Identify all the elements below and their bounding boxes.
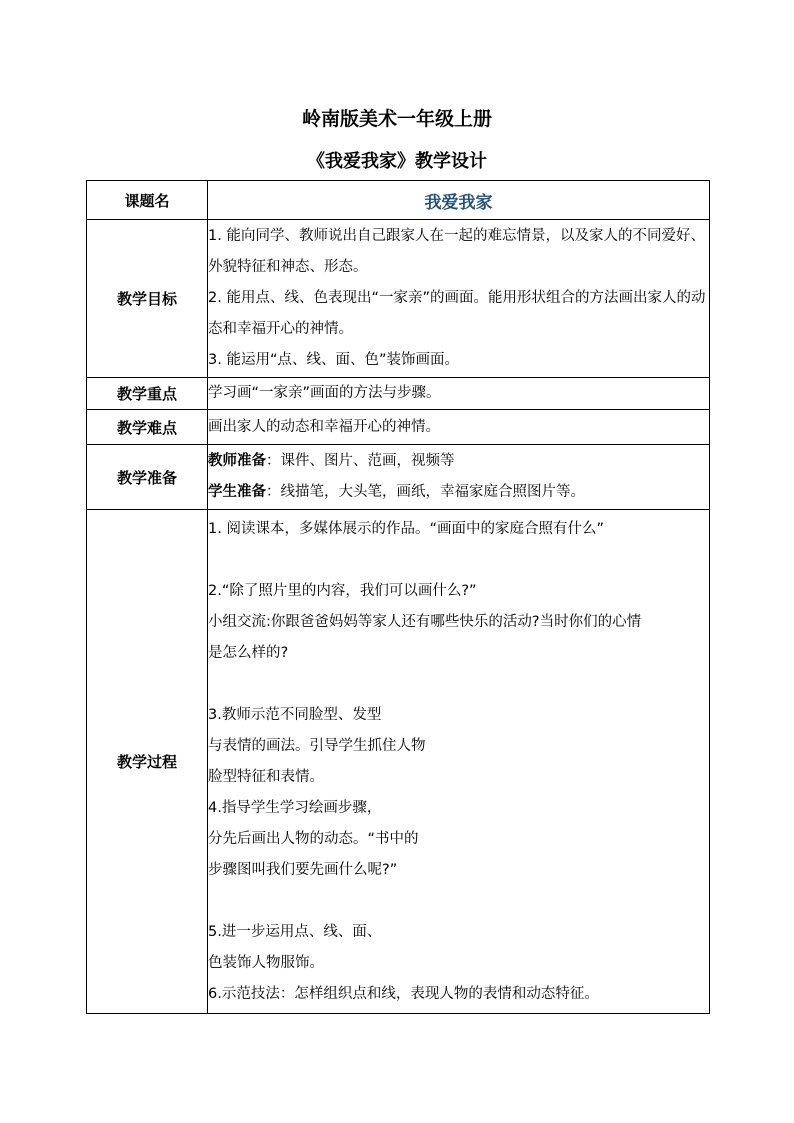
goal-item: 2. 能用点、线、色表现出“一家亲”的画面。能用形状组合的方法画出家人的动态和幸福开心的神情。 [208,290,706,337]
document-subtitle: 《我爱我家》教学设计 [307,151,487,172]
lesson-plan-table [86,180,710,1014]
process-line: 与表情的画法。引导学生抓住人物 [208,737,426,754]
process-line: 步骤图叫我们要先画什么呢?” [208,861,398,878]
process-line: 6.示范技法：怎样组织点和线，表现人物的表情和动态特征。 [208,985,599,1002]
student-preparation [208,477,709,508]
row-topic [87,181,710,220]
process-blank-line [208,669,709,700]
student-preparation-label: 学生准备 [208,484,266,500]
process-line: 小组交流:你跟爸爸妈妈等家人还有哪些快乐的活动?当时你们的心情 [208,613,642,630]
row-difficulties [87,410,710,445]
document-title: 岭南版美术一年级上册 [301,108,492,130]
process-line: 1. 阅读课本，多媒体展示的作品。“画面中的家庭合照有什么” [208,520,604,537]
preparation-label: 教学准备 [87,445,208,510]
process-line: 3.教师示范不同脸型、发型 [208,706,382,723]
difficulties-label: 教学难点 [87,410,208,445]
difficulties-value: 画出家人的动态和幸福开心的神情。 [208,410,710,445]
key-points-value: 学习画“一家亲”画面的方法与步骤。 [208,378,710,410]
goals-label: 教学目标 [87,220,208,378]
row-preparation [87,445,710,510]
preparation-content [208,445,710,510]
key-points-label: 教学重点 [87,378,208,410]
process-blank-line [208,545,709,576]
process-line: 色装饰人物服饰。 [208,954,324,971]
row-goals [87,220,710,378]
process-line: 5.进一步运用点、线、面、 [208,923,382,940]
goal-item: 3. 能运用“点、线、面、色”装饰画面。 [208,352,459,368]
process-line: 是怎么样的? [208,644,289,661]
process-blank-line [208,886,709,917]
process-line: 4.指导学生学习绘画步骤， [208,799,382,816]
goal-item: 1. 能向同学、教师说出自己跟家人在一起的难忘情景，以及家人的不同爱好、外貌特征和神态、形态。 [208,228,705,275]
process-content [208,510,710,1014]
process-line: 脸型特征和表情。 [208,768,324,785]
process-line: 分先后画出人物的动态。“书中的 [208,830,419,847]
student-preparation-value: ：线描笔，大头笔，画纸，幸福家庭合照图片等。 [266,484,585,500]
topic-value: 我爱我家 [208,181,710,220]
goals-content [208,220,710,378]
process-label: 教学过程 [87,510,208,1014]
row-key-points [87,378,710,410]
teacher-preparation-value: ：课件、图片、范画，视频等 [266,453,455,469]
row-process [87,510,710,1014]
process-line: 2.“除了照片里的内容，我们可以画什么?” [208,582,477,599]
teacher-preparation [208,446,709,477]
teacher-preparation-label: 教师准备 [208,453,266,469]
topic-label: 课题名 [87,181,208,220]
